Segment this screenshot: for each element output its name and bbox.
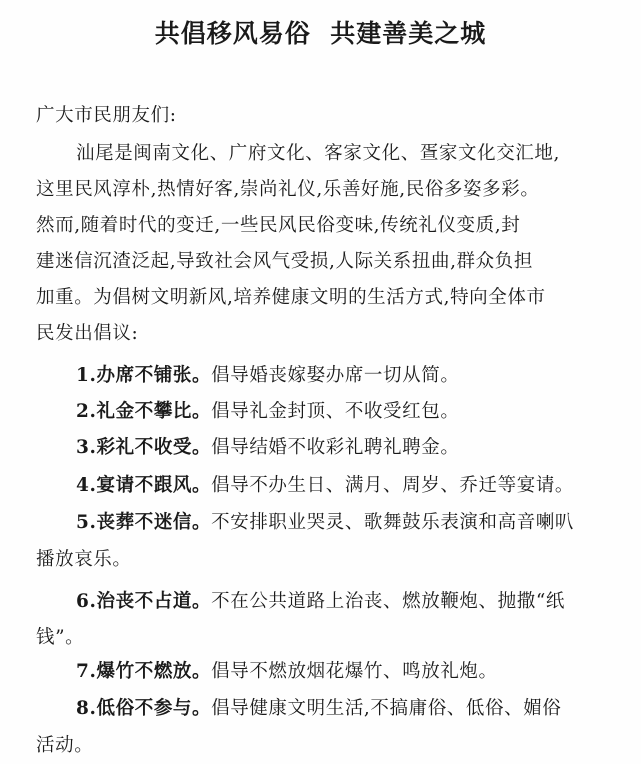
intro-line: 建迷信沉渣泛起,导致社会风气受损,人际关系扭曲,群众负担 — [36, 251, 533, 272]
item-number: 7. — [76, 661, 97, 682]
proposal-item — [76, 660, 498, 684]
proposal-item — [76, 364, 459, 388]
proposal-item — [76, 697, 561, 721]
item-heading: 丧葬不迷信。 — [96, 512, 212, 533]
proposal-item — [76, 436, 459, 460]
item-heading: 治丧不占道。 — [96, 591, 212, 612]
document-title: 共倡移风易俗 共建善美之城 — [154, 19, 487, 48]
item-heading: 办席不铺张。 — [96, 365, 212, 386]
item-text: 不在公共道路上治丧、燃放鞭炮、抛撒“纸 — [211, 591, 565, 612]
item-number: 5. — [76, 512, 97, 533]
item-text: 倡导礼金封顶、不收受红包。 — [211, 401, 460, 422]
proposal-item — [76, 400, 459, 424]
item-heading: 低俗不参与。 — [96, 698, 212, 719]
item-text: 倡导婚丧嫁娶办席一切从简。 — [211, 365, 460, 386]
item-number: 1. — [76, 365, 97, 386]
item-text: 倡导结婚不收彩礼聘礼聘金。 — [211, 437, 460, 458]
item-heading: 礼金不攀比。 — [96, 401, 212, 422]
proposal-item — [76, 474, 574, 498]
item-number: 3. — [76, 437, 97, 458]
item-heading: 宴请不跟风。 — [96, 475, 212, 496]
item-text: 倡导健康文明生活,不搞庸俗、低俗、媚俗 — [211, 698, 562, 719]
greeting: 广大市民朋友们: — [36, 105, 177, 126]
item-continuation: 活动。 — [36, 735, 94, 756]
item-text: 倡导不办生日、满月、周岁、乔迁等宴请。 — [211, 475, 575, 496]
intro-line: 汕尾是闽南文化、广府文化、客家文化、疍家文化交汇地, — [76, 143, 560, 164]
item-continuation: 播放哀乐。 — [36, 549, 132, 570]
item-heading: 彩礼不收受。 — [96, 437, 212, 458]
item-heading: 爆竹不燃放。 — [96, 661, 212, 682]
item-number: 2. — [76, 401, 97, 422]
proposal-item — [76, 590, 565, 614]
intro-line: 这里民风淳朴,热情好客,崇尚礼仪,乐善好施,民俗多姿多彩。 — [36, 179, 540, 200]
intro-line: 加重。为倡树文明新风,培养健康文明的生活方式,特向全体市 — [36, 287, 546, 308]
item-number: 8. — [76, 698, 97, 719]
item-text: 不安排职业哭灵、歌舞鼓乐表演和高音喇叭 — [211, 512, 575, 533]
intro-line: 民发出倡议: — [36, 323, 139, 344]
item-number: 6. — [76, 591, 97, 612]
proposal-item — [76, 511, 574, 535]
item-continuation: 钱”。 — [36, 627, 85, 648]
intro-line: 然而,随着时代的变迁,一些民风民俗变味,传统礼仪变质,封 — [36, 215, 521, 236]
item-number: 4. — [76, 475, 97, 496]
item-text: 倡导不燃放烟花爆竹、鸣放礼炮。 — [211, 661, 498, 682]
